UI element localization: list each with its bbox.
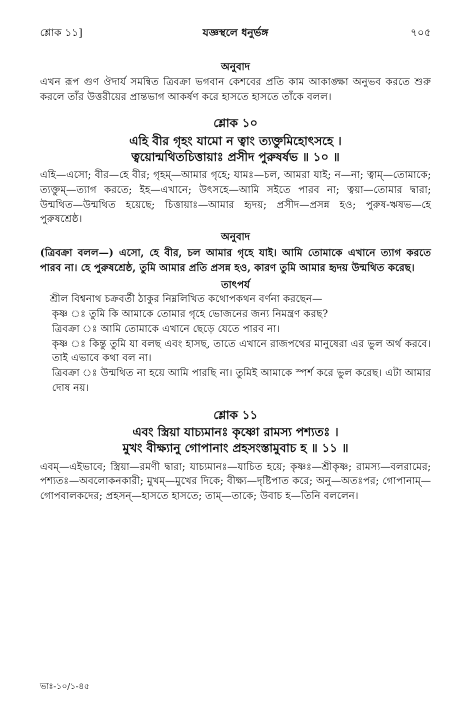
translation-text: এখন রূপ গুণ ঔদার্য সমন্বিত ত্রিবক্রা ভগবান কেশবের প্রতি কাম আকাঙ্ক্ষা অনুভব করতে শুরু করলে তাঁর উত্তরীয়ের প্রান্তভাগ আকর্ষণ করে হাসতে হাসতে তাঁকে বলল। — [40, 76, 431, 103]
page-footer: ভাঃ-১০/১-৪৫ — [40, 681, 90, 692]
purport-heading: তাৎপর্য — [221, 278, 250, 291]
dialogue-line: কৃষ্ণ ঃ কিন্তু তুমি যা বলছ এবং হাসছ, তাতে এখানে রাজপথের মানুষেরা এর ভুল অর্থ করবে। তাই এভাবে কথা বল না। — [52, 338, 431, 365]
page-content — [40, 58, 431, 505]
page-number: ৭০৫ — [410, 27, 431, 39]
synonyms-text: এহি—এসো; বীর—হে বীর; গৃহম্—আমার গৃহে; যামঃ—চল, আমরা যাই; ন—না; ত্বাম্—তোমাকে; ত্যক্তুম্—ত্যাগ করতে; ইহ—এখানে; উৎসহে—আমি সইতে পারব না; ত্বয়া—তোমার দ্বারা; উন্মথিত—উন্মথিত হয়েছে; চিত্তায়াঃ—আমার হৃদয়; প্রসীদ—প্রসন্ন হও; পুরুষ-ঋষভ—হে পুরুষশ্রেষ্ঠ। — [40, 170, 431, 226]
purport-text: শ্রীল বিশ্বনাথ চক্রবর্তী ঠাকুর নিম্নলিখিত কথোপকথন বর্ণনা করছেন— — [50, 294, 323, 306]
translation-heading: অনুবাদ — [221, 231, 250, 244]
synonyms-text: এবম্—এইভাবে; স্ত্রিয়া—রমণী দ্বারা; যাচ্যমানঃ—যাচিত হয়ে; কৃষ্ণঃ—শ্রীকৃষ্ণ; রামস্য—বলরামের; পশ্যতঃ—অবলোকনকারী; মুখম্—মুখের দিকে; বীক্ষ্য—দৃষ্টিপাত করে; অনু—অতঃপর; গোপানাম্—গোপবালকদের; প্রহসন্—হাসতে হাসতে; তাম্—তাকে; উবাচ হ—তিনি বললেন। — [40, 461, 431, 503]
dialogue-line: ত্রিবক্রা ঃ আমি তোমাকে এখানে ছেড়ে যেতে পারব না। — [52, 323, 280, 335]
verse-line: এহি বীর গৃহং যামো ন ত্বাং ত্যক্তুমিহোৎসহে । — [129, 133, 342, 148]
page-header — [40, 26, 431, 42]
translation-text: (ত্রিবক্রা বলল—) এসো, হে বীর, চল আমার গৃহে যাই। আমি তোমাকে এখানে ত্যাগ করতে পারব না। হে পুরুষশ্রেষ্ঠ, তুমি আমার প্রতি প্রসন্ন হও, কারণ তুমি আমার হৃদয় উন্মথিত করেছ। — [40, 247, 431, 274]
chapter-title: যজ্ঞস্থলে ধনুর্ভঙ্গ — [202, 27, 269, 39]
dialogue-line: ত্রিবক্রা ঃ উন্মথিত না হয়ে আমি পারছি না। তুমিই আমাকে স্পর্শ করে ভুল করেছ। এটা আমার দোষ নয়। — [52, 368, 431, 395]
verse-label: শ্লোক ১০ — [213, 116, 258, 131]
verse-line: মুখং বীক্ষ্যানু গোপানাং প্রহসংস্তামুবাচ হ ॥ ১১ ॥ — [122, 441, 349, 456]
verse-line: এবং স্ত্রিয়া যাচ্যমানঃ কৃষ্ণো রামস্য পশ্যতঃ । — [132, 425, 339, 440]
translation-heading: অনুবাদ — [221, 61, 250, 73]
dialogue-line: কৃষ্ণ ঃ তুমি কি আমাকে তোমার গৃহে ভোজনের জন্য নিমন্ত্রণ করছ? — [52, 309, 328, 321]
verse-label: শ্লোক ১১ — [213, 407, 258, 422]
verse-line: ত্বয়োন্মথিতচিত্তায়াঃ প্রসীদ পুরুষর্ষভ ॥ ১০ ॥ — [131, 149, 340, 164]
chapter-verse-ref: শ্লোক ১১] — [40, 27, 83, 39]
